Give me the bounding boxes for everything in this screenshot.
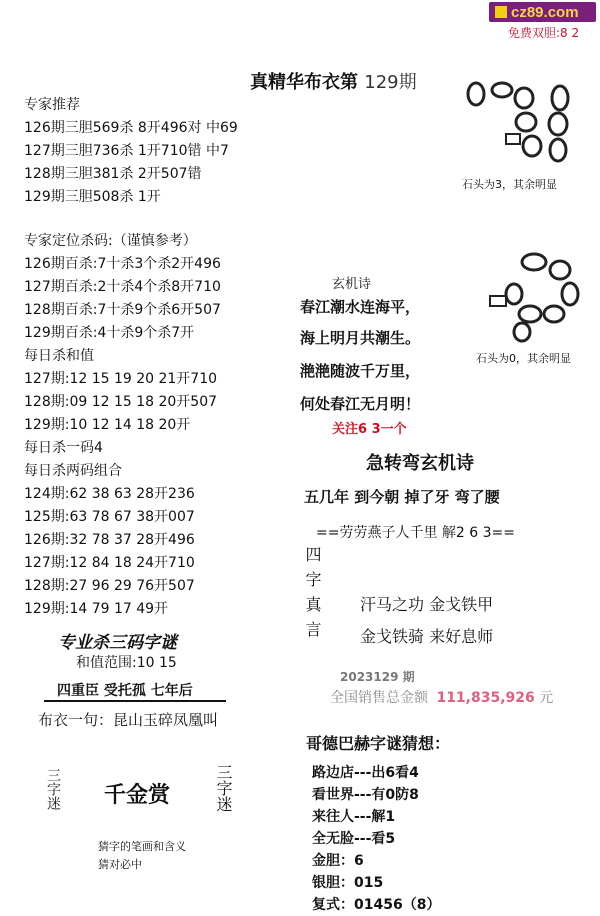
turn-poem-hint: ==劳劳燕子人千里 解2 6 3== xyxy=(316,525,515,541)
list-item: 128期:27 96 29 76开507 xyxy=(24,578,195,594)
stones-zero-icon xyxy=(484,250,584,346)
sales-issue: 2023129 期 xyxy=(340,670,415,684)
poem-heading: 玄机诗 xyxy=(332,277,372,292)
stones-caption1: 石头为3，其余明显 xyxy=(462,178,557,191)
riddle-heading: 专业杀三码字谜 xyxy=(58,633,177,653)
stones-three-icon xyxy=(462,76,582,176)
title-issue: 129期 xyxy=(364,72,417,93)
turn-poem-line: 五几年 到今朝 掉了牙 弯了腰 xyxy=(304,488,500,506)
list-item: 126期百杀:7十杀3个杀2开496 xyxy=(24,256,221,272)
list-item: 124期:62 38 63 28开236 xyxy=(24,486,195,502)
list-item: 127期百杀:2十杀4个杀8开710 xyxy=(24,279,221,295)
logo-text: cz89.com xyxy=(511,3,579,21)
sales-label: 全国销售总金额 xyxy=(330,690,428,706)
position-kill-section xyxy=(24,230,221,621)
riddle-phrase: 四重臣 受托孤 七年后 xyxy=(57,683,193,699)
four-char-line1: 汗马之功 金戈铁甲 xyxy=(360,595,494,614)
list-item: 看世界---有0防8 xyxy=(312,787,419,803)
four-char-line2: 金戈铁骑 来好息师 xyxy=(360,627,494,646)
poem-line: 滟滟随波千万里， xyxy=(300,362,421,380)
three-char-center: 千金赏 xyxy=(104,783,171,808)
poem-line: 海上明月共潮生。 xyxy=(300,329,421,347)
list-item: 128期百杀:7十杀9个杀6开507 xyxy=(24,302,221,318)
divider xyxy=(44,700,226,702)
turn-poem-heading: 急转弯玄机诗 xyxy=(366,453,474,474)
list-item: 126期三胆569杀 8开496对 中69 xyxy=(24,120,238,136)
three-char-note2: 猜对必中 xyxy=(98,858,142,871)
four-char-label: 四字真言 xyxy=(303,546,322,646)
goedel-list xyxy=(312,762,440,916)
list-item: 127期:12 84 18 24开710 xyxy=(24,555,195,571)
sales-row xyxy=(330,687,553,707)
daily-two-heading: 每日杀两码组合 xyxy=(24,463,122,479)
list-item: 129期三胆508杀 1开 xyxy=(24,189,161,205)
expert-heading: 专家推荐 xyxy=(24,97,80,113)
sales-unit: 元 xyxy=(539,690,554,706)
list-item: 125期:63 78 67 38开007 xyxy=(24,509,195,525)
free-pick: 免费双胆:8 2 xyxy=(508,26,580,40)
three-char-right: 三字迷 xyxy=(214,764,233,812)
poem-focus: 关注6 3一个 xyxy=(332,422,407,437)
list-item: 全无脸---看5 xyxy=(312,831,396,847)
position-kill-heading: 专家定位杀码:（谨慎参考） xyxy=(24,233,197,249)
list-item: 银胆：015 xyxy=(312,875,384,891)
list-item: 128期:09 12 15 18 20开507 xyxy=(24,394,218,410)
list-item: 126期:32 78 37 28开496 xyxy=(24,532,195,548)
site-logo xyxy=(489,2,596,22)
poem-line: 春江潮水连海平， xyxy=(300,298,421,316)
three-char-left: 三字迷 xyxy=(45,768,61,810)
list-item: 路边店---出6看4 xyxy=(312,765,419,781)
title-text: 真精华布衣第 xyxy=(250,72,358,93)
stones-caption2: 石头为0，其余明显 xyxy=(476,352,571,365)
list-item: 金胆：6 xyxy=(312,853,364,869)
poem-line: 何处春江无月明！ xyxy=(300,395,421,413)
goedel-heading: 哥德巴赫字谜猜想： xyxy=(306,734,451,753)
list-item: 127期:12 15 19 20 21开710 xyxy=(24,371,218,387)
logo-square-icon xyxy=(495,6,507,18)
list-item: 127期三胆736杀 1开710错 中7 xyxy=(24,143,229,159)
sales-amount: 111,835,926 xyxy=(436,690,535,706)
list-item: 129期百杀:4十杀9个杀7开 xyxy=(24,325,195,341)
expert-section xyxy=(24,94,238,209)
riddle-range: 和值范围:10 15 xyxy=(76,655,177,671)
page-title xyxy=(250,68,417,94)
buyi-line: 布衣一句：昆山玉碎凤凰叫 xyxy=(38,711,219,729)
list-item: 128期三胆381杀 2开507错 xyxy=(24,166,202,182)
three-char-note1: 猜字的笔画和含义 xyxy=(98,840,186,853)
daily-one: 每日杀一码4 xyxy=(24,440,103,456)
list-item: 复式：01456（8） xyxy=(312,897,441,913)
list-item: 129期:14 79 17 49开 xyxy=(24,601,169,617)
daily-sum-heading: 每日杀和值 xyxy=(24,348,94,364)
list-item: 129期:10 12 14 18 20开 xyxy=(24,417,191,433)
list-item: 来往人---解1 xyxy=(312,809,396,825)
